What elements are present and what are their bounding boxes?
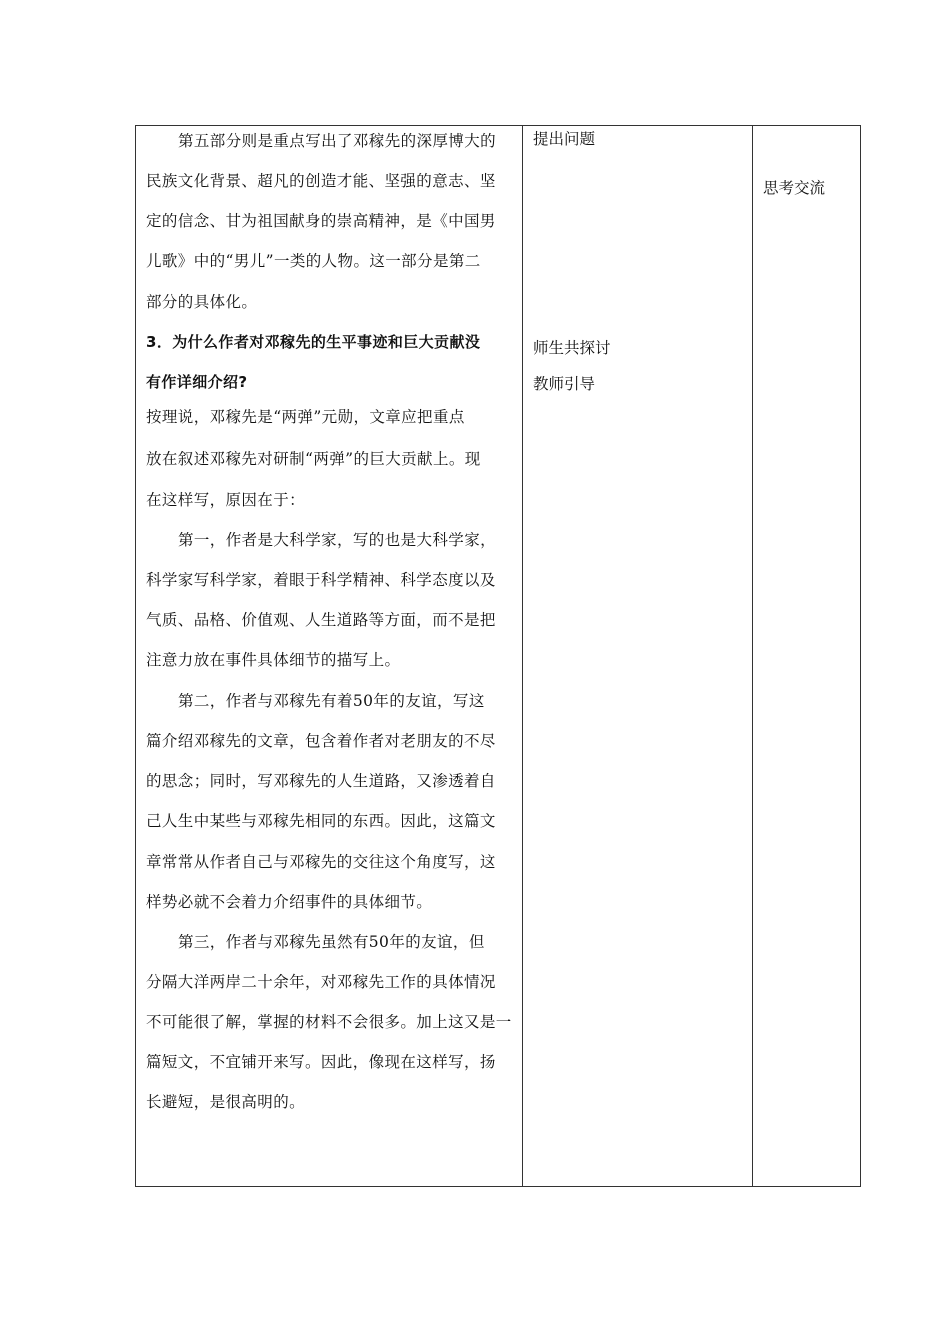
- joint-discussion-label: 师生共探讨: [533, 339, 611, 357]
- reason2-line: 己人生中某些与邓稼先相同的东西。因此，这篇文: [146, 812, 496, 830]
- think-exchange-label: 思考交流: [763, 179, 826, 197]
- reason3-line: 第三，作者与邓稼先虽然有50年的友谊，但: [178, 933, 485, 951]
- answer-intro-line: 在这样写，原因在于：: [146, 491, 306, 509]
- paragraph5-line: 部分的具体化。: [146, 293, 258, 311]
- paragraph5-line: 定的信念、甘为祖国献身的崇高精神，是《中国男: [146, 212, 496, 230]
- reason3-line: 长避短，是很高明的。: [146, 1093, 306, 1111]
- reason2-line: 章常常从作者自己与邓稼先的交往这个角度写，这: [146, 853, 496, 871]
- reason2-line: 篇介绍邓稼先的文章，包含着作者对老朋友的不尽: [146, 732, 496, 750]
- question3-line: 有作详细介绍?: [146, 373, 248, 391]
- reason1-line: 第一，作者是大科学家，写的也是大科学家，: [178, 531, 497, 549]
- reason3-line: 篇短文，不宜铺开来写。因此，像现在这样写，扬: [146, 1053, 496, 1071]
- student-activity-column: [753, 126, 860, 1186]
- paragraph5-line: 民族文化背景、超凡的创造才能、坚强的意志、坚: [146, 172, 496, 190]
- reason1-line: 气质、品格、价值观、人生道路等方面，而不是把: [146, 611, 496, 629]
- teaching-method-column: [523, 126, 753, 1186]
- paragraph5-line: 儿歌》中的“男儿”一类的人物。这一部分是第二: [146, 252, 481, 270]
- reason2-line: 样势必就不会着力介绍事件的具体细节。: [146, 893, 433, 911]
- teacher-guidance-label: 教师引导: [533, 375, 596, 393]
- reason2-line: 第二，作者与邓稼先有着50年的友谊，写这: [178, 692, 485, 710]
- reason1-line: 科学家写科学家，着眼于科学精神、科学态度以及: [146, 571, 496, 589]
- lesson-plan-table: [135, 125, 861, 1187]
- answer-intro-line: 放在叙述邓稼先对研制“两弹”的巨大贡献上。现: [146, 450, 481, 468]
- reason3-line: 不可能很了解，掌握的材料不会很多。加上这又是一: [146, 1013, 512, 1031]
- content-column: [136, 126, 523, 1186]
- paragraph5-line: 第五部分则是重点写出了邓稼先的深厚博大的: [178, 132, 497, 150]
- raise-question-label: 提出问题: [533, 130, 596, 148]
- reason3-line: 分隔大洋两岸二十余年，对邓稼先工作的具体情况: [146, 973, 496, 991]
- reason1-line: 注意力放在事件具体细节的描写上。: [146, 651, 401, 669]
- reason2-line: 的思念；同时，写邓稼先的人生道路，又渗透着自: [146, 772, 496, 790]
- question3-line: 3．为什么作者对邓稼先的生平事迹和巨大贡献没: [146, 333, 481, 351]
- answer-intro-line: 按理说，邓稼先是“两弹”元勋，文章应把重点: [146, 408, 465, 426]
